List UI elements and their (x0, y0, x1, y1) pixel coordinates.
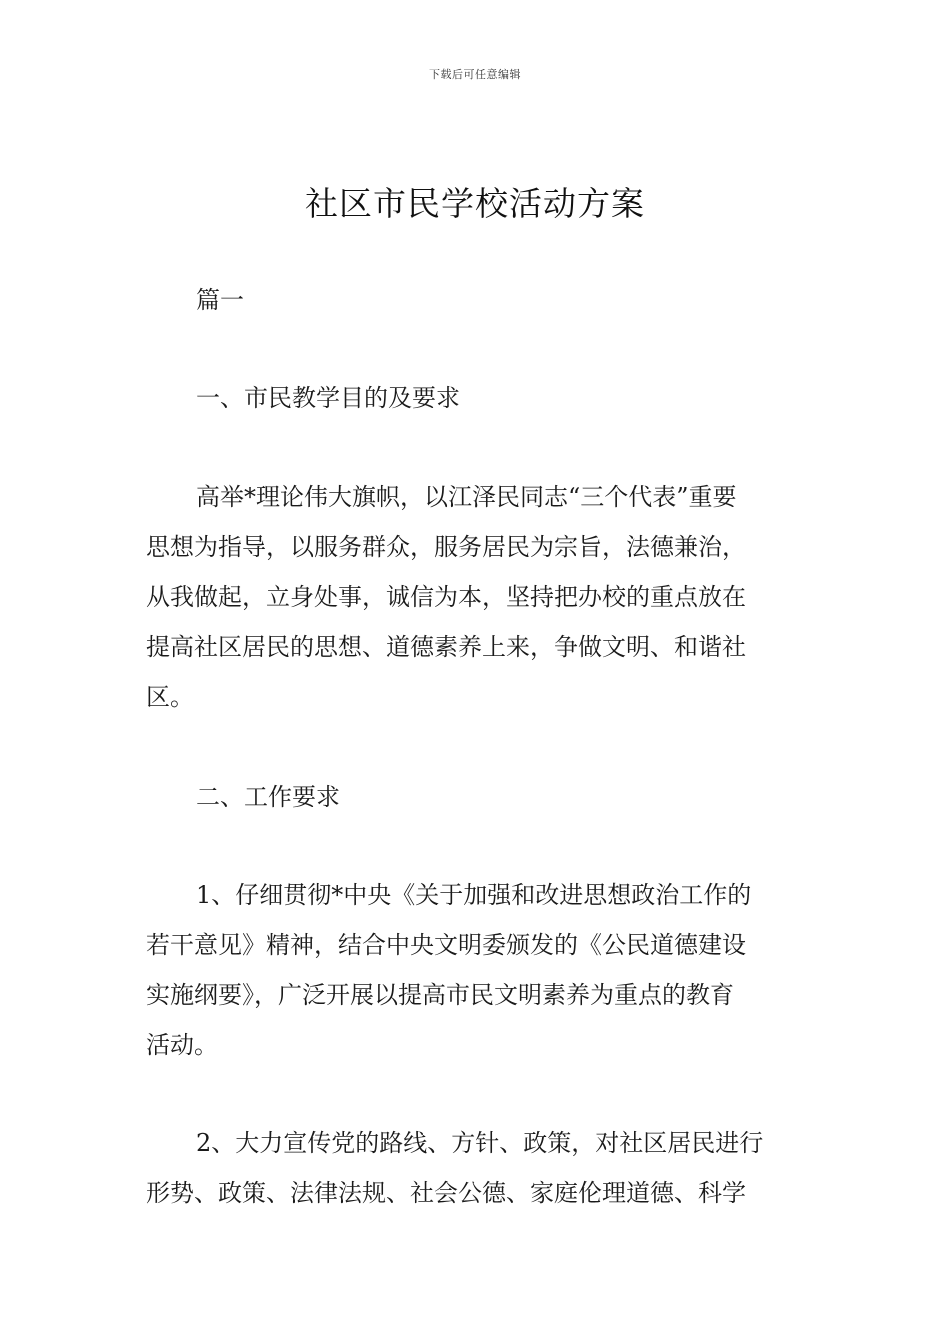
item1-line-2: 若干意见》精神，结合中央文明委颁发的《公民道德建设 (146, 931, 746, 959)
section1-line-3: 从我做起，立身处事，诚信为本，坚持把办校的重点放在 (146, 583, 746, 611)
section1-heading: 一、市民教学目的及要求 (196, 384, 460, 412)
section1-line-4: 提高社区居民的思想、道德素养上来，争做文明、和谐社 (146, 633, 746, 661)
item2-line-2: 形势、政策、法律法规、社会公德、家庭伦理道德、科学 (146, 1179, 746, 1207)
item2-line-1: 2、大力宣传党的路线、方针、政策，对社区居民进行 (196, 1129, 764, 1157)
section2-heading: 二、工作要求 (196, 783, 340, 811)
header-note: 下载后可任意编辑 (429, 68, 521, 81)
part-label: 篇一 (196, 286, 244, 314)
document-title: 社区市民学校活动方案 (305, 184, 645, 223)
section1-line-5: 区。 (146, 683, 194, 711)
section1-line-1: 高举*理论伟大旗帜，以江泽民同志“三个代表”重要 (196, 483, 737, 511)
item1-line-4: 活动。 (146, 1031, 218, 1059)
item1-line-3: 实施纲要》，广泛开展以提高市民文明素养为重点的教育 (146, 981, 734, 1009)
section1-line-2: 思想为指导，以服务群众，服务居民为宗旨，法德兼治， (146, 533, 746, 561)
item1-line-1: 1、仔细贯彻*中央《关于加强和改进思想政治工作的 (196, 881, 752, 909)
